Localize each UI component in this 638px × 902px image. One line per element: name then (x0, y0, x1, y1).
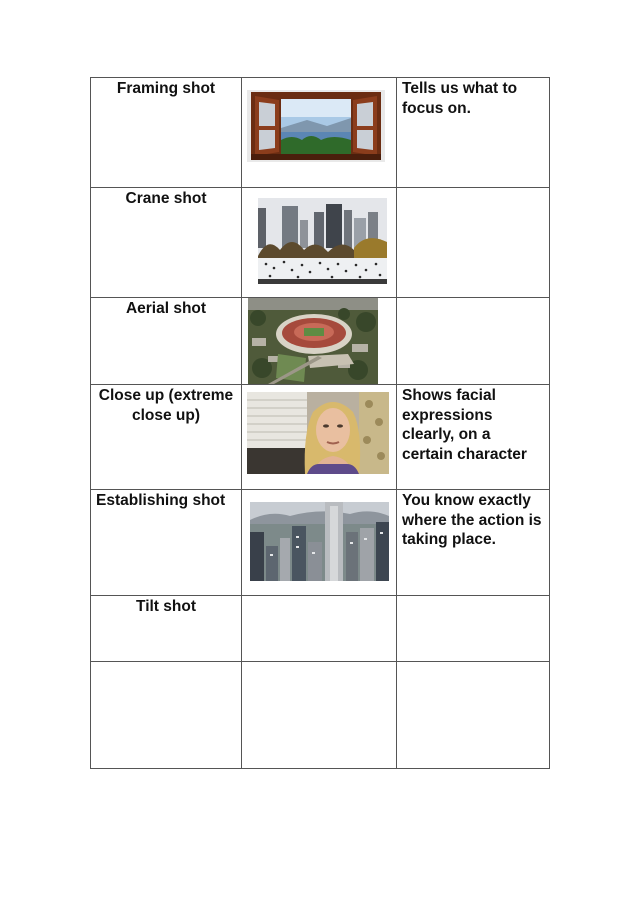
image-cell (242, 490, 397, 596)
shot-description (397, 596, 549, 597)
shot-name: Tilt shot (136, 598, 196, 615)
shot-description: You know exactly where the action is taking place. (402, 492, 542, 548)
description-cell (397, 78, 550, 188)
table-row (91, 662, 550, 769)
shot-description (397, 188, 549, 189)
shot-name-cell (91, 662, 242, 769)
table-row (91, 385, 550, 490)
table-row (91, 78, 550, 188)
description-cell (397, 596, 550, 662)
shot-name-cell (91, 78, 242, 188)
table-row (91, 596, 550, 662)
table-row (91, 298, 550, 385)
window-view-image (247, 90, 385, 162)
shot-name-cell (91, 188, 242, 298)
shot-types-sheet (90, 77, 548, 769)
image-cell (242, 298, 397, 385)
shot-name-cell (91, 490, 242, 596)
description-cell (397, 490, 550, 596)
shot-name: Close up (extreme close up) (98, 387, 234, 424)
shot-name: Aerial shot (125, 300, 207, 317)
shot-description (397, 298, 549, 299)
stadium-aerial-image (248, 298, 378, 384)
shot-types-table (90, 77, 550, 769)
shot-name: Framing shot (116, 80, 216, 97)
image-cell (242, 596, 397, 662)
description-cell (397, 298, 550, 385)
shot-name: Crane shot (125, 190, 207, 207)
description-cell (397, 188, 550, 298)
ice-rink-city-image (258, 198, 387, 284)
shot-name: Establishing shot (96, 492, 226, 509)
shot-name-cell (91, 596, 242, 662)
table-row (91, 188, 550, 298)
image-cell (242, 78, 397, 188)
shot-description: Tells us what to focus on. (402, 80, 518, 117)
image-cell (242, 385, 397, 490)
woman-face-image (247, 392, 389, 474)
image-cell (242, 188, 397, 298)
shot-description: Shows facial expressions clearly, on a certain character (402, 387, 527, 463)
table-row (91, 490, 550, 596)
shot-description (397, 662, 549, 663)
image-cell (242, 662, 397, 769)
description-cell (397, 385, 550, 490)
shot-name-cell (91, 298, 242, 385)
description-cell (397, 662, 550, 769)
shot-name-cell (91, 385, 242, 490)
city-skyline-image (250, 502, 389, 581)
shot-name (91, 662, 241, 663)
